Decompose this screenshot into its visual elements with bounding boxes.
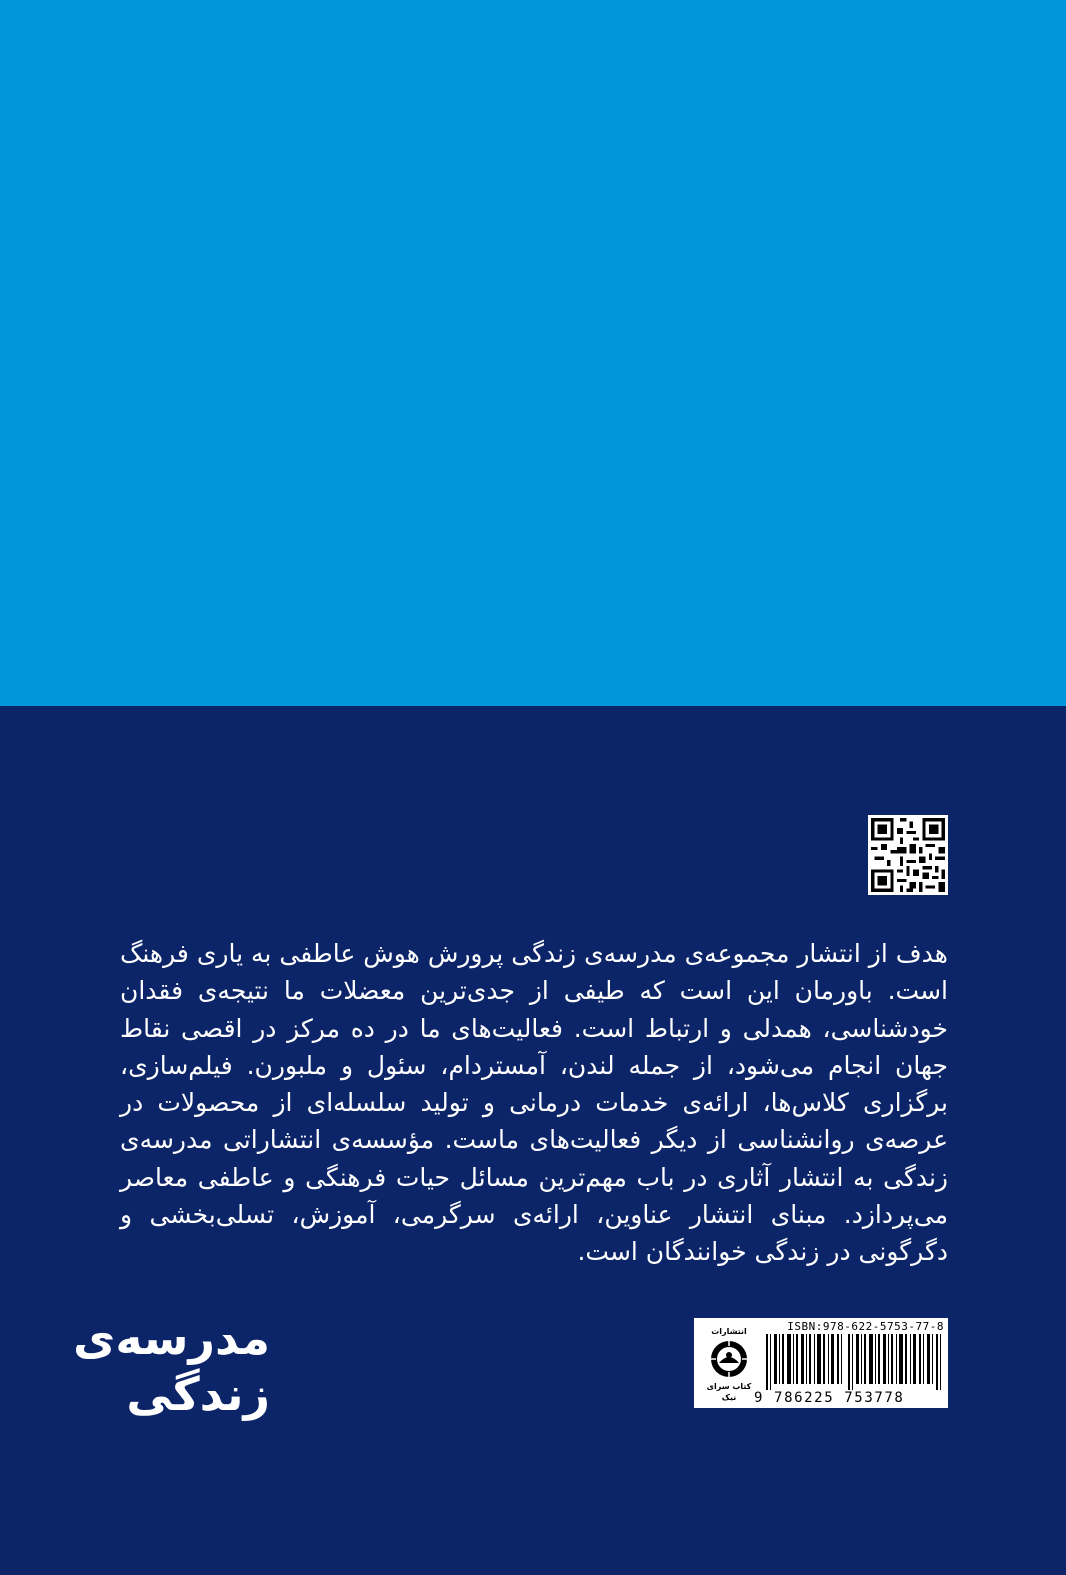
- series-logo: [73, 1310, 270, 1422]
- publisher-logo: [700, 1326, 758, 1402]
- publisher-emblem-icon: [709, 1339, 749, 1379]
- isbn-digits: 9 786225 753778: [754, 1390, 905, 1406]
- isbn-label: ISBN:978-622-5753-77-8: [787, 1320, 944, 1333]
- publisher-label-bottom: کتاب سرای نیک: [706, 1382, 752, 1402]
- publisher-label-top: انتشارات: [711, 1327, 747, 1336]
- barcode-bars: [764, 1334, 944, 1390]
- barcode-panel: [694, 1318, 948, 1408]
- series-logo-line-1: مدرسه‌ی: [73, 1311, 270, 1365]
- series-logo-line-2: زندگی: [126, 1367, 270, 1421]
- top-color-panel: [0, 0, 1066, 706]
- back-cover-blurb: هدف از انتشار مجموعه‌ی مدرسه‌ی زندگی پرورش هوش عاطفی به یاری فرهنگ است. باورمان این است که طیفی از جدی‌ترین معضلات ما نتیجه‌ی فقدان خودشناسی، همدلی و ارتباط است. فعالیت‌های ما در ده مرکز در اقصی نقاط جهان انجام می‌شود، از جمله لندن، آمستردام، سئول و ملبورن. فیلم‌سازی، برگزاری کلاس‌ها، ارائه‌ی خدمات درمانی و تولید سلسله‌ای از محصولات در عرصه‌ی روانشناسی از دیگر فعالیت‌های ماست. مؤسسه‌ی انتشاراتی مدرسه‌ی زندگی به انتشار آثاری در باب مهم‌ترین مسائل حیات فرهنگی و عاطفی معاصر می‌پردازد. مبنای انتشار عناوین، ارائه‌ی سرگرمی، آموزش، تسلی‌بخشی و دگرگونی در زندگی خوانندگان است.: [120, 939, 948, 1267]
- qr-code-icon[interactable]: [868, 815, 948, 895]
